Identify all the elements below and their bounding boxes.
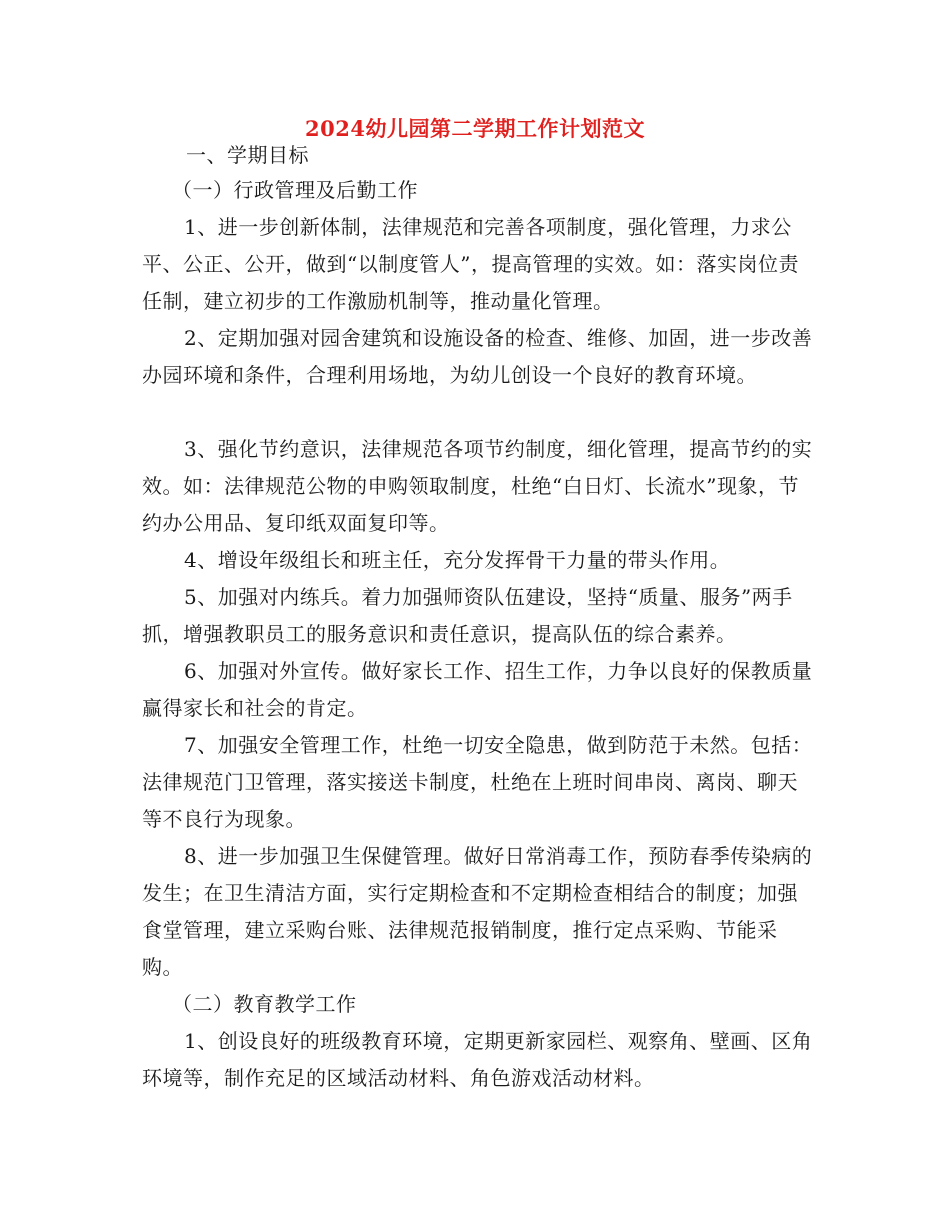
section-heading: 一、学期目标	[186, 143, 309, 167]
subsection-heading: （一）行政管理及后勤工作	[172, 178, 418, 202]
paragraph-item-3: 3、强化节约意识，法律规范各项节约制度，细化管理，提高节约的实效。如：法律规范公物的申购领取制度，杜绝“白日灯、长流水”现象，节约办公用品、复印纸双面复印等。	[142, 437, 813, 535]
subsection-heading-2: （二）教育教学工作	[172, 992, 357, 1016]
paragraph-item-1: 1、进一步创新体制，法律规范和完善各项制度，强化管理，力求公平、公正、公开，做到“以制度管人”，提高管理的实效。如：落实岗位责任制，建立初步的工作激励机制等，推动量化管理。	[142, 215, 799, 313]
paragraph-item-2-1: 1、创设良好的班级教育环境，定期更新家园栏、观察角、壁画、区角环境等，制作充足的区域活动材料、角色游戏活动材料。	[142, 1029, 813, 1090]
paragraph-item-5: 5、加强对内练兵。着力加强师资队伍建设，坚持“质量、服务”两手抓，增强教职员工的服务意识和责任意识，提高队伍的综合素养。	[142, 585, 793, 646]
document-title: 2024幼儿园第二学期工作计划范文	[305, 116, 645, 141]
paragraph-item-2: 2、定期加强对园舍建筑和设施设备的检查、维修、加固，进一步改善办园环境和条件，合理利用场地，为幼儿创设一个良好的教育环境。	[142, 326, 813, 387]
paragraph-item-7: 7、加强安全管理工作，杜绝一切安全隐患，做到防范于未然。包括：法律规范门卫管理，落实接送卡制度，杜绝在上班时间串岗、离岗、聊天等不良行为现象。	[142, 733, 813, 831]
paragraph-item-4: 4、增设年级组长和班主任，充分发挥骨干力量的带头作用。	[184, 548, 731, 572]
paragraph-item-8: 8、进一步加强卫生保健管理。做好日常消毒工作，预防春季传染病的发生；在卫生清洁方面，实行定期检查和不定期检查相结合的制度；加强食堂管理，建立采购台账、法律规范报销制度，推行定点采购、节能采购。	[142, 844, 813, 979]
paragraph-item-6: 6、加强对外宣传。做好家长工作、招生工作，力争以良好的保教质量赢得家长和社会的肯定。	[142, 659, 813, 720]
